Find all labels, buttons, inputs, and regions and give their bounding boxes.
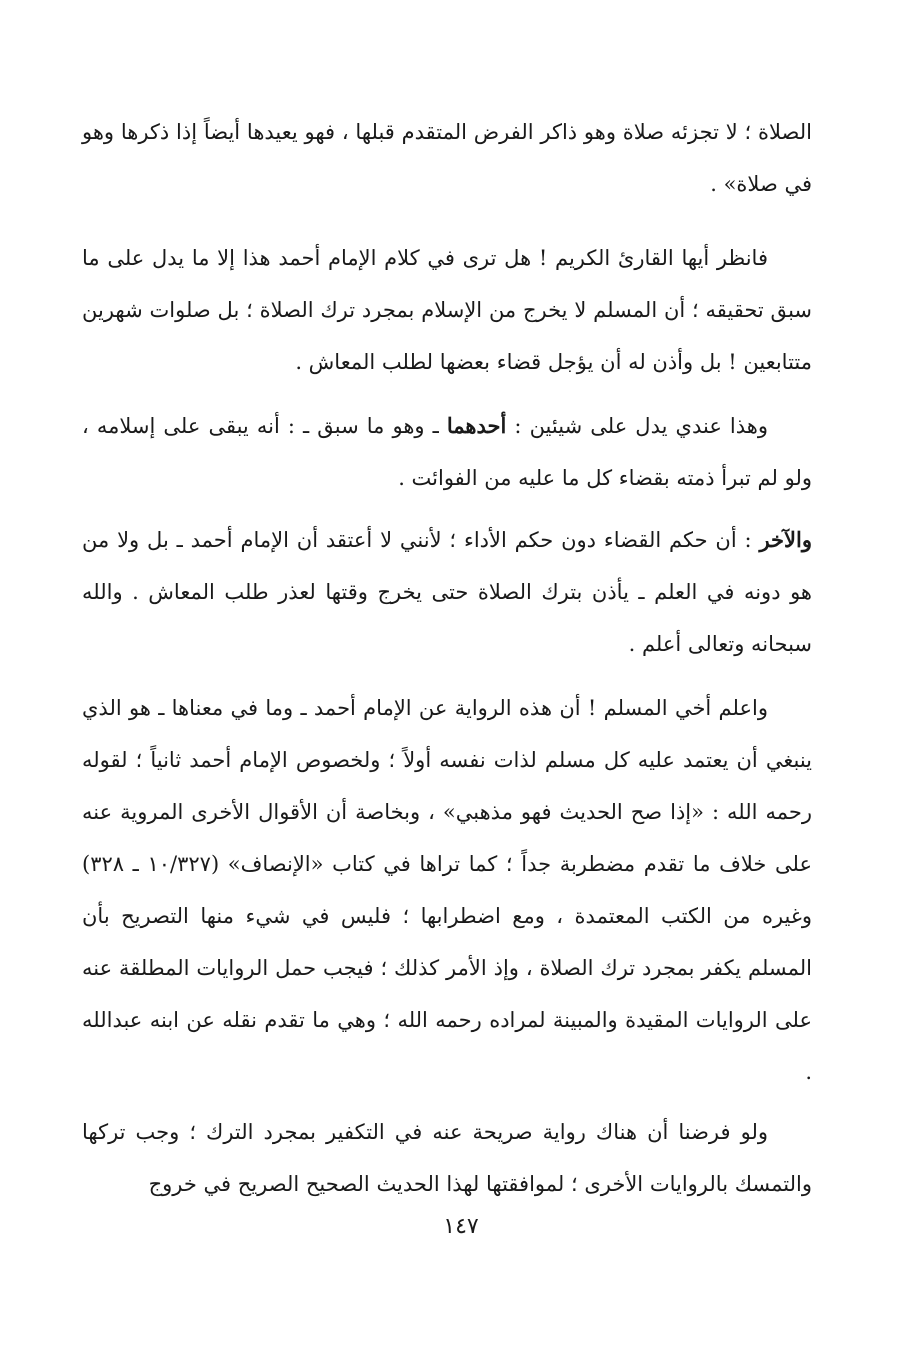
paragraph-1-text: الصلاة ؛ لا تجزئه صلاة وهو ذاكر الفرض المتقدم قبلها ، فهو يعيدها أيضاً إذا ذكرها وهو في صلاة» . — [82, 120, 812, 196]
paragraph-5-text: واعلم أخي المسلم ! أن هذه الرواية عن الإمام أحمد ـ وما في معناها ـ هو الذي ينبغي أن يعتمد عليه كل مسلم لذات نفسه أولاً ؛ ولخصوص الإمام أحمد ثانياً ؛ لقوله رحمه الله : «إذا صح الحديث فهو مذهبي» ، وبخاصة أن الأقوال الأخرى المروية عنه على خلاف ما تقدم مضطربة جداً ؛ كما تراها في كتاب «الإنصاف» (١٠/٣٢٧ ـ ٣٢٨) وغيره من الكتب المعتمدة ، ومع اضطرابها ؛ فليس في شيء منها التصريح بأن المسلم يكفر بمجرد ترك الصلاة ، وإذ الأمر كذلك ؛ فيجب حمل الروايات المطلقة عنه على الروايات المقيدة والمبينة لمراده رحمه الله ؛ وهي ما تقدم نقله عن ابنه عبدالله . — [82, 696, 812, 1084]
paragraph-3 — [82, 400, 812, 504]
paragraph-4 — [82, 514, 812, 670]
paragraph-1 — [82, 106, 812, 210]
paragraph-2-text: فانظر أيها القارئ الكريم ! هل ترى في كلام الإمام أحمد هذا إلا ما يدل على ما سبق تحقيقه ؛ أن المسلم لا يخرج من الإسلام بمجرد ترك الصلاة ؛ بل صلوات شهرين متتابعين ! بل وأذن له أن يؤجل قضاء بعضها لطلب المعاش . — [82, 246, 812, 374]
paragraph-4-bold-term: والآخر — [759, 527, 812, 552]
paragraph-3-rest: ـ وهو ما سبق ـ : أنه يبقى على إسلامه ، ولو لم تبرأ ذمته بقضاء كل ما عليه من الفوائت . — [82, 414, 812, 490]
paragraph-4-rest: : أن حكم القضاء دون حكم الأداء ؛ لأنني لا أعتقد أن الإمام أحمد ـ بل ولا من هو دونه في العلم ـ يأذن بترك الصلاة حتى يخرج وقتها لعذر طلب المعاش . والله سبحانه وتعالى أعلم . — [82, 528, 812, 656]
paragraph-5 — [82, 682, 812, 1098]
paragraph-6 — [82, 1106, 812, 1210]
paragraph-3-bold-term: أحدهما — [446, 413, 507, 438]
page-number: ١٤٧ — [443, 1214, 479, 1239]
paragraph-3-lead: وهذا عندي يدل على شيئين : — [506, 414, 768, 438]
paragraph-2 — [82, 232, 812, 388]
paragraph-6-text: ولو فرضنا أن هناك رواية صريحة عنه في التكفير بمجرد الترك ؛ وجب تركها والتمسك بالروايات الأخرى ؛ لموافقتها لهذا الحديث الصحيح الصريح في خروج — [82, 1120, 812, 1196]
